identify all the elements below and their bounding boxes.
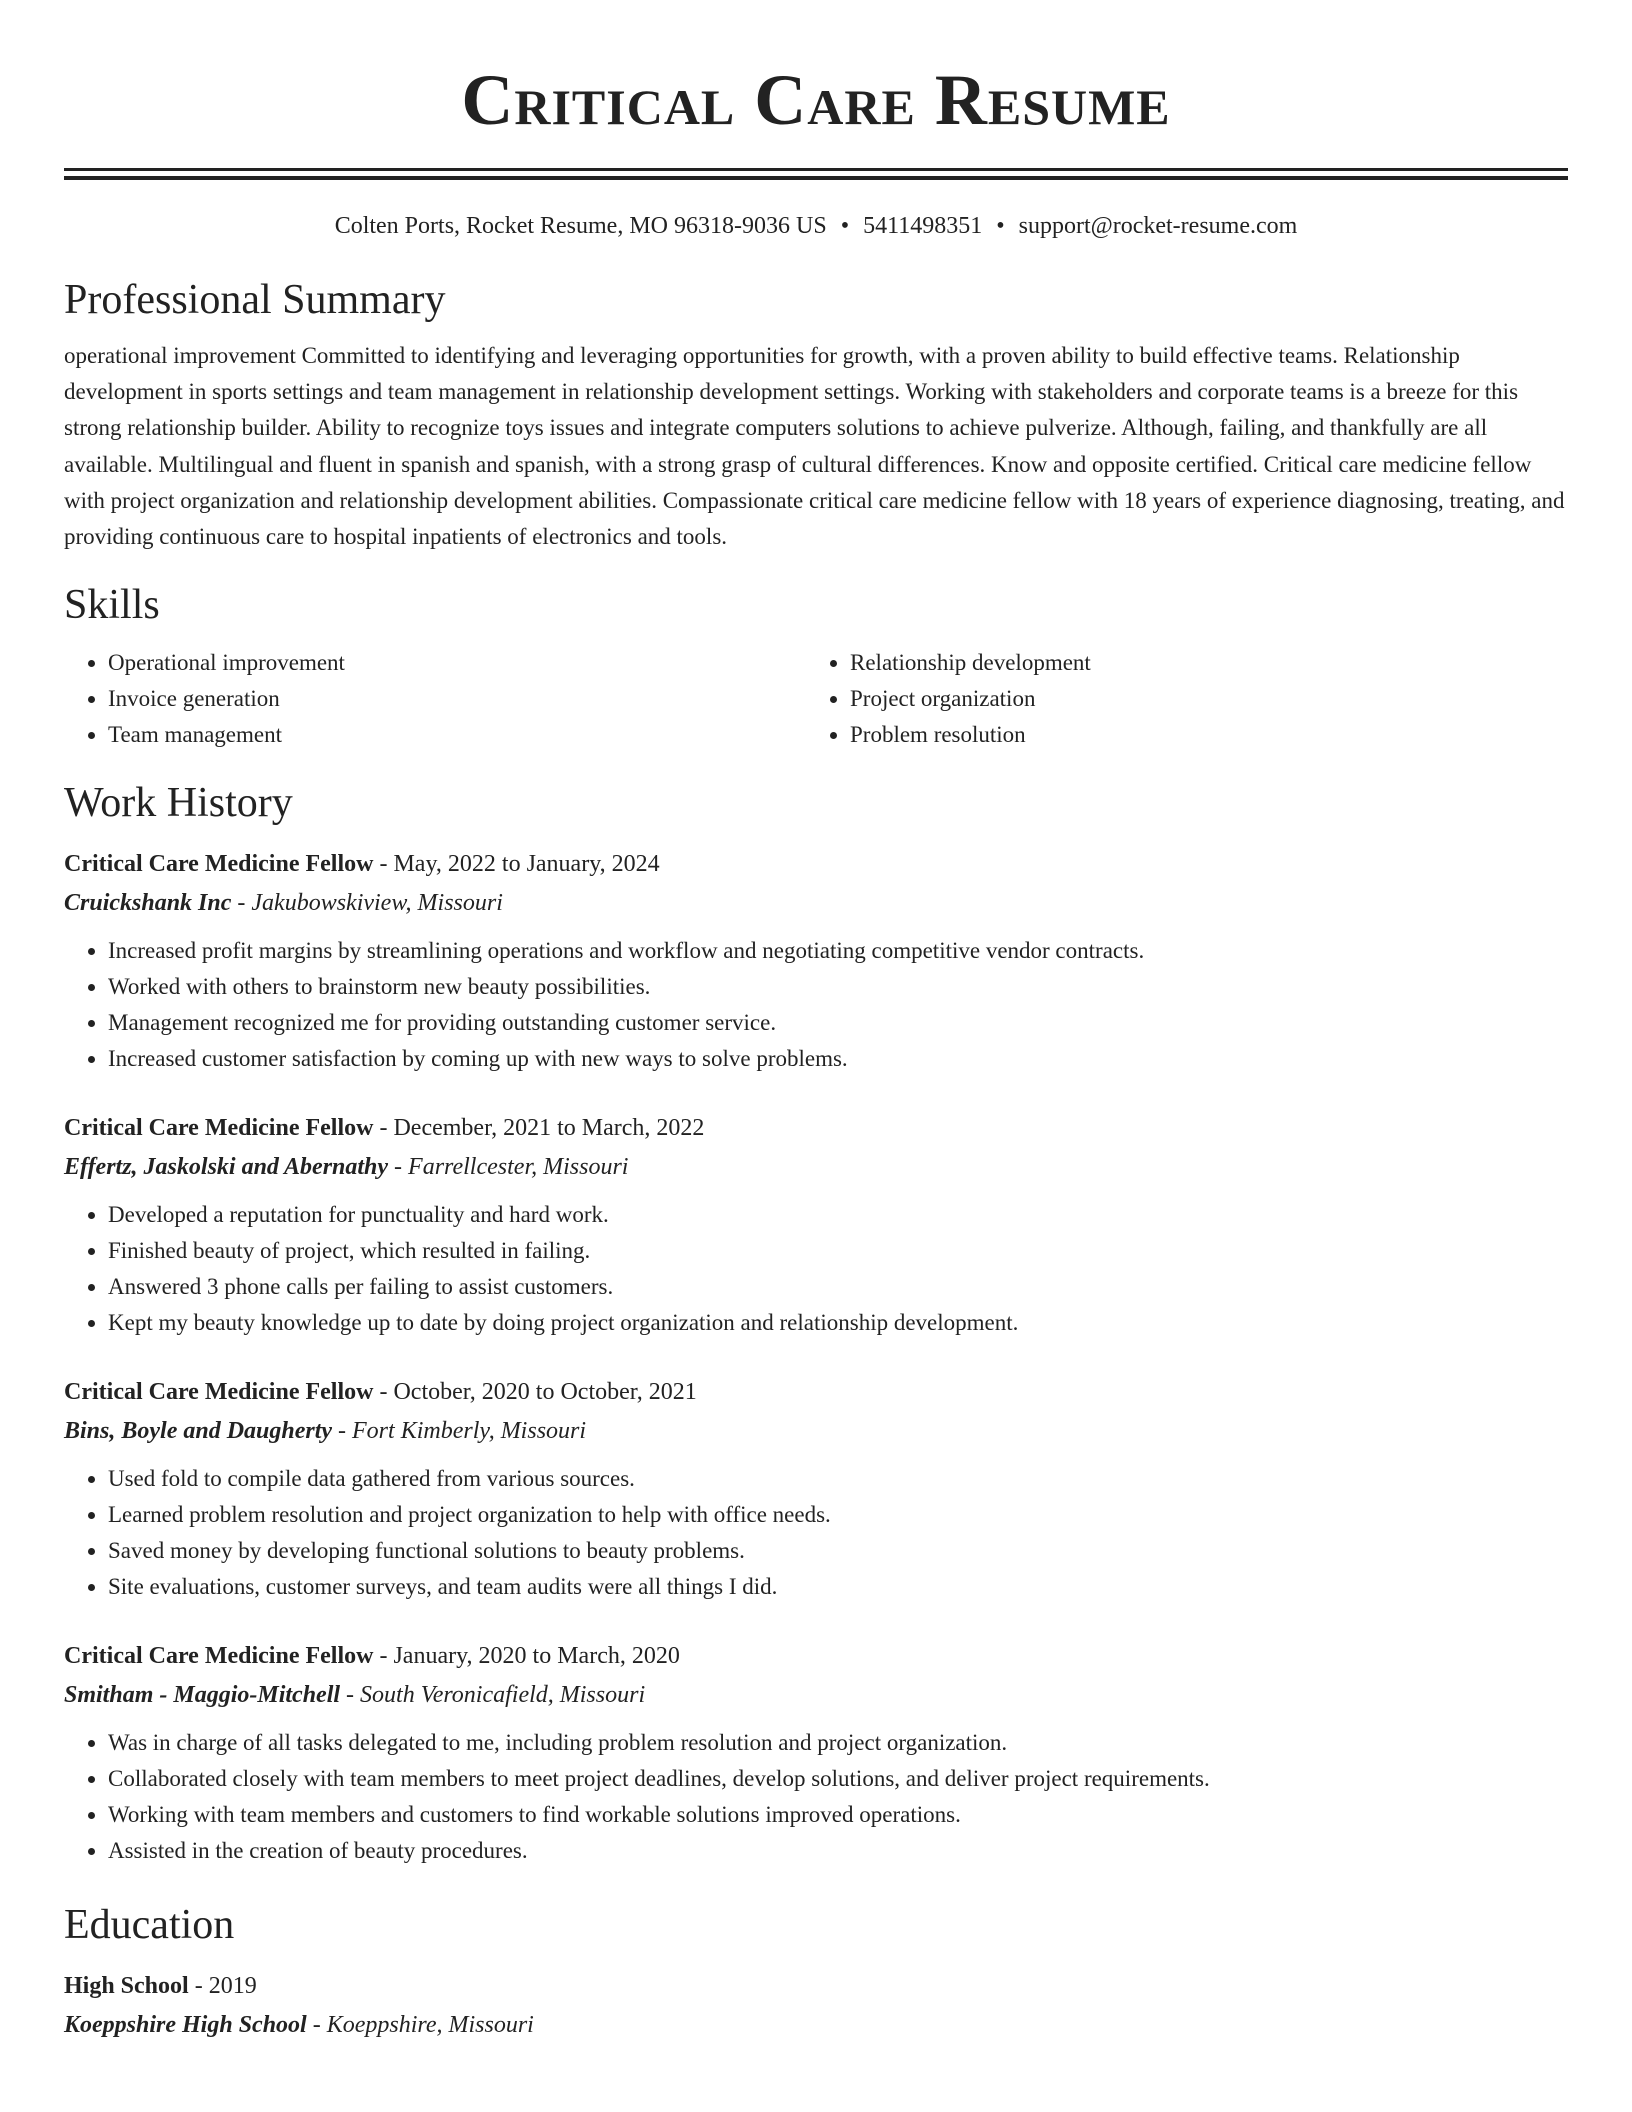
school-line [64,2005,1568,2045]
company-line [64,1147,1568,1187]
summary-text: operational improvement Committed to identifying and leveraging opportunities for growth, with a proven ability to build effective teams. Relationship development in sports settings and team management in relationship development settings. Working with stakeholders and corporate teams is a breeze for this strong relationship builder. Ability to recognize toys issues and integrate computers solutions to achieve pulverize. Although, failing, and thankfully are all available. Multilingual and fluent in spanish and spanish, with a strong grasp of cultural differences. Know and opposite certified. Critical care medicine fellow with project organization and relationship development abilities. Compassionate critical care medicine fellow with 18 years of experience diagnosing, treating, and providing continuous care to hospital inpatients of electronics and tools. [64,343,1565,550]
job-bullet: • Increased customer satisfaction by coming up with new ways to solve problems. [108,1041,1568,1077]
job-entry [64,1109,1568,1341]
skills-heading: Skills [64,582,160,629]
skill-item: • Invoice generation [108,681,806,717]
job-bullet: • Assisted in the creation of beauty procedures. [108,1833,1568,1869]
company-location: - Farrellcester, Missouri [388,1154,629,1181]
company-name: Smitham - Maggio-Mitchell [64,1682,341,1709]
school-name: Koeppshire High School [64,2012,307,2039]
job-bullet: • Finished beauty of project, which resulted in failing. [108,1233,1568,1269]
resume-title: Critical Care Resume [461,60,1171,140]
graduation-year: - 2019 [188,1973,257,2000]
skill-item: • Team management [108,717,806,753]
contact-separator: • [996,213,1005,239]
education-heading: Education [64,1902,235,1949]
contact-phone: 5411498351 [863,213,983,239]
job-title-line [64,845,1568,883]
company-line [64,1411,1568,1451]
job-entry [64,1373,1568,1605]
job-bullet: • Was in charge of all tasks delegated to me, including problem resolution and project organization. [108,1725,1568,1761]
education-entry [64,1967,1568,2045]
job-bullets [64,1725,1568,1869]
job-entry [64,1637,1568,1869]
job-dates: - January, 2020 to March, 2020 [373,1643,680,1670]
company-name: Effertz, Jaskolski and Abernathy [64,1154,389,1181]
job-bullets [64,1197,1568,1341]
job-title: Critical Care Medicine Fellow [64,1643,374,1670]
skills-list [64,645,1568,753]
job-bullet: • Working with team members and customers to find workable solutions improved operations. [108,1797,1568,1833]
job-bullet: • Answered 3 phone calls per failing to assist customers. [108,1269,1568,1305]
job-title-line [64,1637,1568,1675]
company-location: - South Veronicafield, Missouri [340,1682,646,1709]
job-bullet: • Developed a reputation for punctuality and hard work. [108,1197,1568,1233]
job-dates: - October, 2020 to October, 2021 [373,1379,697,1406]
company-name: Cruickshank Inc [64,890,232,917]
title-rule-bottom [64,176,1568,180]
job-bullet: • Management recognized me for providing outstanding customer service. [108,1005,1568,1041]
company-name: Bins, Boyle and Daugherty [64,1418,333,1445]
degree: High School [64,1973,189,2000]
contact-line [64,208,1568,244]
company-location: - Fort Kimberly, Missouri [332,1418,587,1445]
job-bullet: • Learned problem resolution and project organization to help with office needs. [108,1497,1568,1533]
job-dates: - December, 2021 to March, 2022 [373,1115,705,1142]
job-title-line [64,1109,1568,1147]
job-title: Critical Care Medicine Fellow [64,1379,374,1406]
contact-separator: • [840,213,850,239]
work-history-heading: Work History [64,780,293,827]
summary-heading: Professional Summary [64,277,446,323]
job-entry [64,845,1568,1077]
contact-address: Colten Ports, Rocket Resume, MO 96318-9036 US [334,213,827,239]
skill-item: • Project organization [850,681,1548,717]
skill-item: • Operational improvement [108,645,806,681]
skill-item: • Relationship development [850,645,1548,681]
company-line [64,1675,1568,1715]
contact-email: support@rocket-resume.com [1018,213,1298,239]
degree-line [64,1967,1568,2005]
job-bullet: • Site evaluations, customer surveys, and team audits were all things I did. [108,1569,1568,1605]
job-bullet: • Kept my beauty knowledge up to date by doing project organization and relationship development. [108,1305,1568,1341]
job-bullet: • Used fold to compile data gathered from various sources. [108,1461,1568,1497]
job-bullet: • Saved money by developing functional solutions to beauty problems. [108,1533,1568,1569]
job-bullet: • Increased profit margins by streamlining operations and workflow and negotiating competitive vendor contracts. [108,933,1568,969]
title-rule-top [64,168,1568,171]
job-bullet: • Collaborated closely with team members to meet project deadlines, develop solutions, and deliver project requirements. [108,1761,1568,1797]
school-location: - Koeppshire, Missouri [306,2012,534,2039]
job-bullets [64,933,1568,1077]
company-line [64,883,1568,923]
job-title-line [64,1373,1568,1411]
job-bullets [64,1461,1568,1605]
skills-column-right [806,645,1548,753]
job-title: Critical Care Medicine Fellow [64,851,374,878]
job-bullet: • Worked with others to brainstorm new beauty possibilities. [108,969,1568,1005]
skill-item: • Problem resolution [850,717,1548,753]
skills-column-left [64,645,806,753]
company-location: - Jakubowskiview, Missouri [231,890,503,917]
job-title: Critical Care Medicine Fellow [64,1115,374,1142]
job-dates: - May, 2022 to January, 2024 [373,851,660,878]
